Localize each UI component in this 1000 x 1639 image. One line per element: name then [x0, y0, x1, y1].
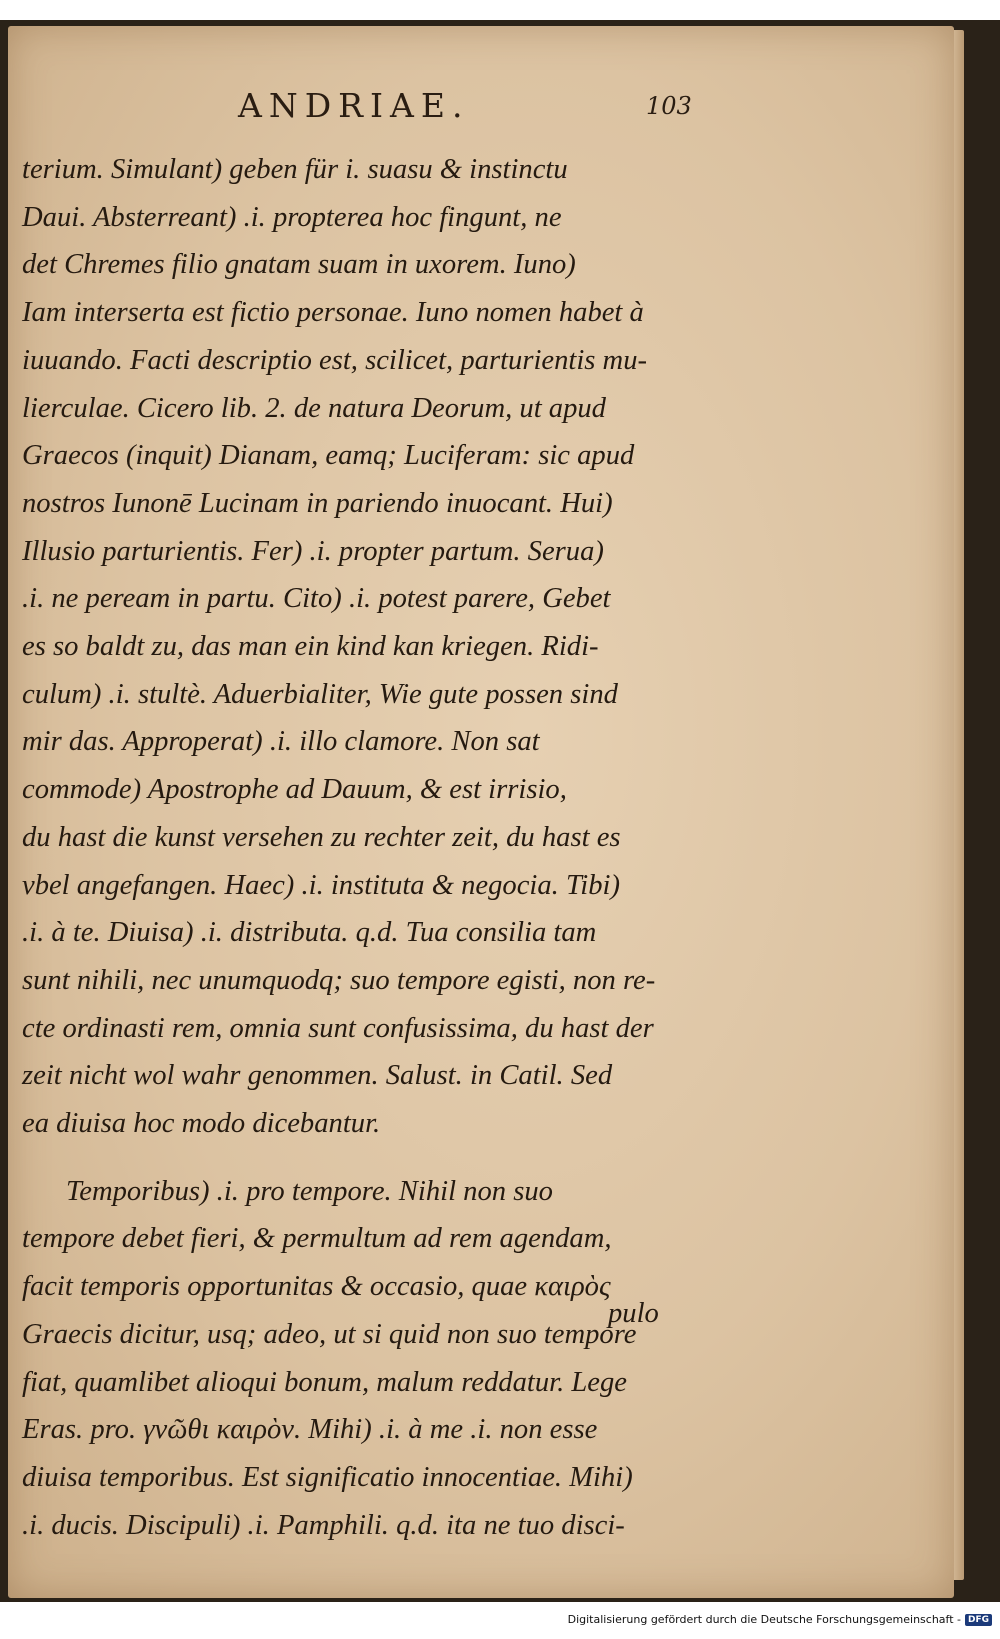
paragraph-gap: [22, 1148, 682, 1168]
page-header: [8, 78, 954, 138]
scanned-page: [0, 20, 1000, 1602]
text-line: vbel angefangen. Haec) .i. instituta & negocia. Tibi): [22, 869, 620, 901]
text-line: det Chremes filio gnatam suam in uxorem. Iuno): [22, 249, 576, 281]
text-line: du hast die kunst versehen zu rechter zeit, du hast es: [22, 821, 621, 853]
text-line: Temporibus) .i. pro tempore. Nihil non suo: [66, 1175, 553, 1207]
text-line: .i. à te. Diuisa) .i. distributa. q.d. Tua consilia tam: [22, 917, 597, 949]
text-line: terium. Simulant) geben für i. suasu & instinctu: [22, 154, 568, 185]
folio-number: 103: [646, 92, 692, 120]
text-line: nostros Iunonē Lucinam in pariendo inuocant. Hui): [22, 487, 613, 519]
text-line: mir das. Approperat) .i. illo clamore. Non sat: [22, 726, 540, 758]
text-line: ea diuisa hoc modo dicebantur.: [22, 1108, 381, 1140]
text-line: Illusio parturientis. Fer) .i. propter partum. Serua): [22, 535, 604, 567]
text-line: zeit nicht wol wahr genommen. Salust. in Catil. Sed: [22, 1060, 613, 1092]
text-line: Iam interserta est fictio personae. Iuno nomen habet à: [22, 297, 644, 329]
text-line: es so baldt zu, das man ein kind kan kriegen. Ridi-: [22, 631, 599, 663]
text-line: iuuando. Facti descriptio est, scilicet, parturientis mu-: [22, 344, 648, 376]
text-line: diuisa temporibus. Est significatio innocentiae. Mihi): [22, 1461, 633, 1493]
text-line: Eras. pro. γνῶθι καιρὸν. Mihi) .i. à me .i. non esse: [22, 1414, 598, 1446]
text-line: Daui. Absterreant) .i. propterea hoc fingunt, ne: [22, 201, 562, 233]
running-head: ANDRIAE.: [238, 86, 470, 125]
catchword: pulo: [608, 1298, 659, 1329]
text-line: .i. ne peream in partu. Cito) .i. potest parere, Gebet: [22, 583, 611, 615]
credit-text: Digitalisierung gefördert durch die Deutsche Forschungsgemeinschaft -: [567, 1613, 961, 1626]
text-line: fiat, quamlibet alioqui bonum, malum reddatur. Lege: [22, 1366, 627, 1398]
text-line: cte ordinasti rem, omnia sunt confusissima, du hast der: [22, 1012, 654, 1044]
body-text: [22, 146, 682, 1549]
text-line: commode) Apostrophe ad Dauum, & est irrisio,: [22, 774, 567, 806]
digitization-credit: [568, 1613, 992, 1626]
text-line: Graecos (inquit) Dianam, eamq; Luciferam: sic apud: [22, 440, 635, 472]
dfg-logo: DFG: [965, 1614, 992, 1626]
paper-leaf: [8, 26, 954, 1598]
text-line: tempore debet fieri, & permultum ad rem agendam,: [22, 1223, 612, 1255]
text-line: lierculae. Cicero lib. 2. de natura Deorum, ut apud: [22, 392, 606, 424]
text-line: facit temporis opportunitas & occasio, quae καιρὸς: [22, 1271, 611, 1303]
text-line: culum) .i. stultè. Aduerbialiter, Wie gute possen sind: [22, 678, 618, 710]
text-line: .i. ducis. Discipuli) .i. Pamphili. q.d. ita ne tuo disci-: [22, 1509, 625, 1541]
text-line: sunt nihili, nec unumquodq; suo tempore egisti, non re-: [22, 964, 656, 996]
text-line: Graecis dicitur, usq; adeo, ut si quid non suo tempore: [22, 1318, 637, 1350]
